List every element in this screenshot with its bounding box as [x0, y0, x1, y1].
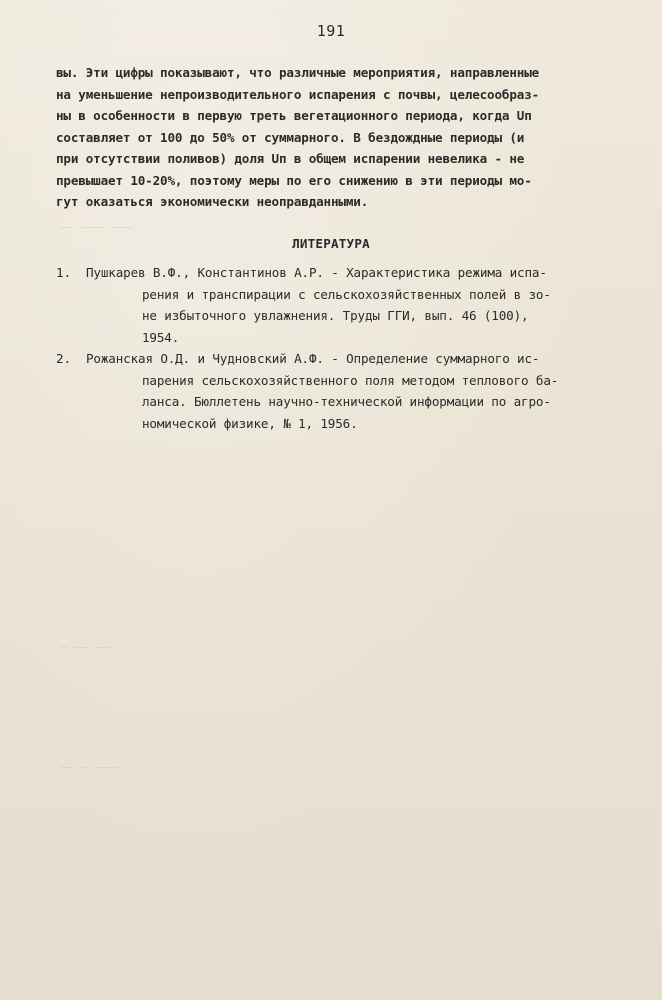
show-through-marks: —— ——— ——— — [60, 220, 133, 234]
reference-line: Пушкарев В.Ф., Константинов А.Р. - Характеристика режима испа- — [86, 265, 547, 280]
reference-item — [56, 348, 636, 434]
page-number: 191 — [316, 22, 346, 40]
reference-text — [86, 262, 636, 348]
reference-line: рения и транспирации с сельскохозяйственных полей в зо- — [142, 286, 551, 302]
paragraph-line: составляет от 100 до 50% от суммарного. В бездождные периоды (и — [56, 129, 525, 145]
reference-number: 1. — [56, 265, 72, 280]
paragraph-line: вы. Эти цифры показывают, что различные мероприятия, направленные — [56, 65, 540, 80]
reference-line: не избыточного увлажнения. Труды ГГИ, вып. 46 (100), — [142, 308, 529, 323]
body-paragraph — [56, 62, 624, 213]
paragraph-line: при отсутствии поливов) доля Uп в общем испарении невелика - не — [56, 151, 525, 166]
reference-line: ланса. Бюллетень научно-технической информации по агро- — [142, 394, 551, 409]
show-through-marks: — —— —— — [60, 640, 111, 654]
reference-line: Рожанская О.Д. и Чудновский А.Ф. - Определение суммарного ис- — [86, 351, 540, 366]
reference-text — [86, 348, 636, 434]
paragraph-line: на уменьшение непроизводительного испарения с почвы, целесообраз- — [56, 86, 540, 102]
paragraph-line: превышает 10-20%, поэтому меры по его снижению в эти периоды мо- — [56, 172, 532, 188]
paragraph-line: ны в особенности в первую треть вегетационного периода, когда Uп — [56, 108, 532, 123]
reference-line: парения сельскохозяйственного поля методом теплового ба- — [142, 372, 559, 388]
references-list — [56, 262, 636, 434]
reference-line: номической физике, № 1, 1956. — [142, 415, 358, 431]
literature-heading: ЛИТЕРАТУРА — [292, 236, 370, 251]
reference-line: 1954. — [142, 329, 180, 345]
paragraph-line: гут оказаться экономически неоправданными. — [56, 194, 369, 209]
reference-number: 2. — [56, 351, 72, 366]
reference-item — [56, 262, 636, 348]
show-through-marks: —— — ——— — [60, 760, 118, 774]
